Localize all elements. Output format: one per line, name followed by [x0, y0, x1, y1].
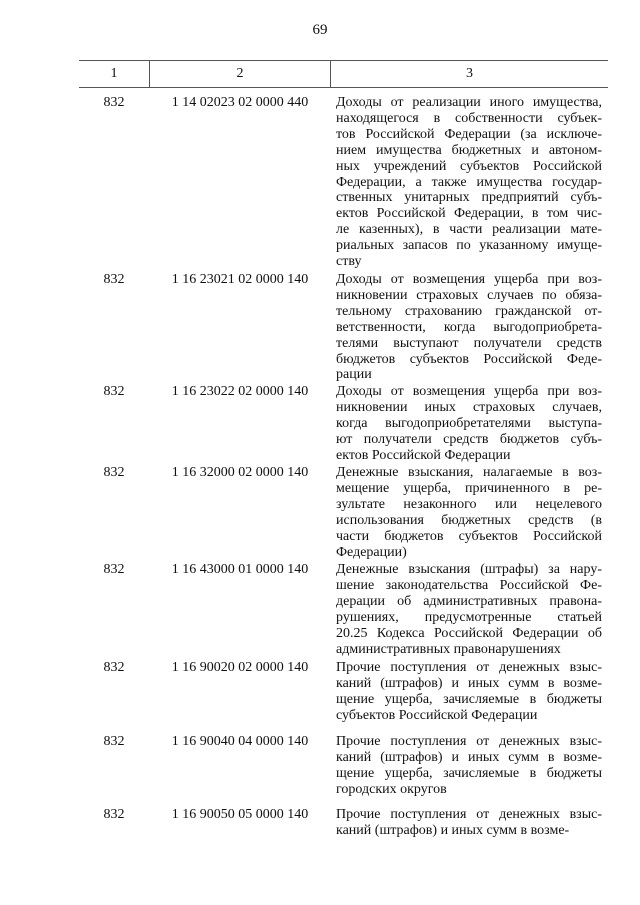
description-line: ству — [336, 254, 362, 270]
description-cell — [336, 562, 602, 657]
budget-code-cell: 1 16 90020 02 0000 140 — [171, 660, 309, 675]
description-line: ных учреждений субъектов Российской — [336, 158, 602, 174]
description-line: Денежные взыскания (штрафы) за нару- — [336, 562, 602, 577]
description-line: ектов Российской Федерации, в том чис- — [336, 206, 602, 222]
description-line: использования бюджетных средств (в — [336, 512, 602, 528]
description-line: Прочие поступления от денежных взыс- — [336, 734, 602, 749]
budget-code-cell: 1 16 32000 02 0000 140 — [171, 465, 309, 480]
description-line: городских округов — [336, 781, 447, 797]
description-line: рушениях, предусмотренные статьей — [336, 609, 602, 625]
description-line: телями выступают получатели средств — [336, 335, 602, 351]
description-line: каний (штрафов) и иных сумм в возме- — [336, 749, 602, 765]
description-line: никновении иных страховых случаев, — [336, 399, 602, 415]
description-line: когда выгодоприобретателями выступа- — [336, 415, 602, 431]
description-line: Доходы от возмещения ущерба при воз- — [336, 272, 602, 287]
description-line: субъектов Российской Федерации — [336, 707, 538, 723]
description-line: щение ущерба, зачисляемые в бюджеты — [336, 691, 602, 707]
description-line: риальных запасов по указанному имуще- — [336, 238, 602, 254]
description-line: ветственности, когда выгодоприобрета- — [336, 319, 602, 335]
admin-code-cell: 832 — [103, 95, 125, 110]
table-header — [79, 60, 608, 88]
description-line: ле казенных), в части реализации мате- — [336, 222, 602, 238]
description-line: Доходы от реализации иного имущества, — [336, 95, 602, 110]
description-cell — [336, 807, 602, 839]
description-line: бюджетов субъектов Российской Феде- — [336, 351, 602, 367]
description-line: рации — [336, 367, 372, 383]
budget-code-cell: 1 16 90040 04 0000 140 — [171, 734, 309, 749]
description-cell — [336, 660, 602, 724]
description-cell — [336, 384, 602, 464]
admin-code-cell: 832 — [103, 465, 125, 480]
description-line: каний (штрафов) и иных сумм в возме- — [336, 675, 602, 691]
description-line: мещение ущерба, причиненного в ре- — [336, 480, 602, 496]
description-line: Прочие поступления от денежных взыс- — [336, 807, 602, 822]
description-line: 20.25 Кодекса Российской Федерации об — [336, 625, 602, 641]
description-line: Федерации) — [336, 544, 407, 560]
budget-code-cell: 1 14 02023 02 0000 440 — [171, 95, 309, 110]
budget-code-cell: 1 16 23021 02 0000 140 — [171, 272, 309, 287]
budget-code-cell: 1 16 43000 01 0000 140 — [171, 562, 309, 577]
page-number: 69 — [312, 22, 328, 38]
admin-code-cell: 832 — [103, 272, 125, 287]
description-line: части бюджетов субъектов Российской — [336, 528, 602, 544]
description-line: шение законодательства Российской Фе- — [336, 577, 602, 593]
budget-code-cell: 1 16 90050 05 0000 140 — [171, 807, 309, 822]
admin-code-cell: 832 — [103, 384, 125, 399]
description-line: зультате незаконного или нецелевого — [336, 496, 602, 512]
description-line: ют получатели средств бюджетов субъ- — [336, 431, 602, 447]
description-line: ственных унитарных предприятий субъ- — [336, 190, 602, 206]
description-cell — [336, 272, 602, 383]
budget-code-cell: 1 16 23022 02 0000 140 — [171, 384, 309, 399]
description-line: административных правонарушениях — [336, 641, 561, 657]
admin-code-cell: 832 — [103, 734, 125, 749]
description-line: Доходы от возмещения ущерба при воз- — [336, 384, 602, 399]
header-col-1: 1 — [110, 66, 118, 81]
description-line: дерации об административных правона- — [336, 593, 602, 609]
description-cell — [336, 734, 602, 798]
admin-code-cell: 832 — [103, 660, 125, 675]
description-line: никновении страховых случаев по обяза- — [336, 287, 602, 303]
description-line: Федерации, а также имущества государ- — [336, 174, 602, 190]
description-line: тов Российской Федерации (за исключе- — [336, 126, 602, 142]
description-line: щение ущерба, зачисляемые в бюджеты — [336, 765, 602, 781]
description-line: Денежные взыскания, налагаемые в воз- — [336, 465, 602, 480]
description-line: каний (штрафов) и иных сумм в возме- — [336, 822, 570, 838]
description-line: ектов Российской Федерации — [336, 447, 511, 463]
description-line: находящегося в собственности субъек- — [336, 110, 602, 126]
description-line: тельному страхованию гражданской от- — [336, 303, 602, 319]
description-line: Прочие поступления от денежных взыс- — [336, 660, 602, 675]
description-line: нием имущества бюджетных и автоном- — [336, 142, 602, 158]
header-col-3: 3 — [466, 66, 473, 81]
admin-code-cell: 832 — [103, 807, 125, 822]
admin-code-cell: 832 — [103, 562, 125, 577]
header-col-2: 2 — [149, 61, 331, 87]
description-cell — [336, 95, 602, 270]
description-cell — [336, 465, 602, 560]
